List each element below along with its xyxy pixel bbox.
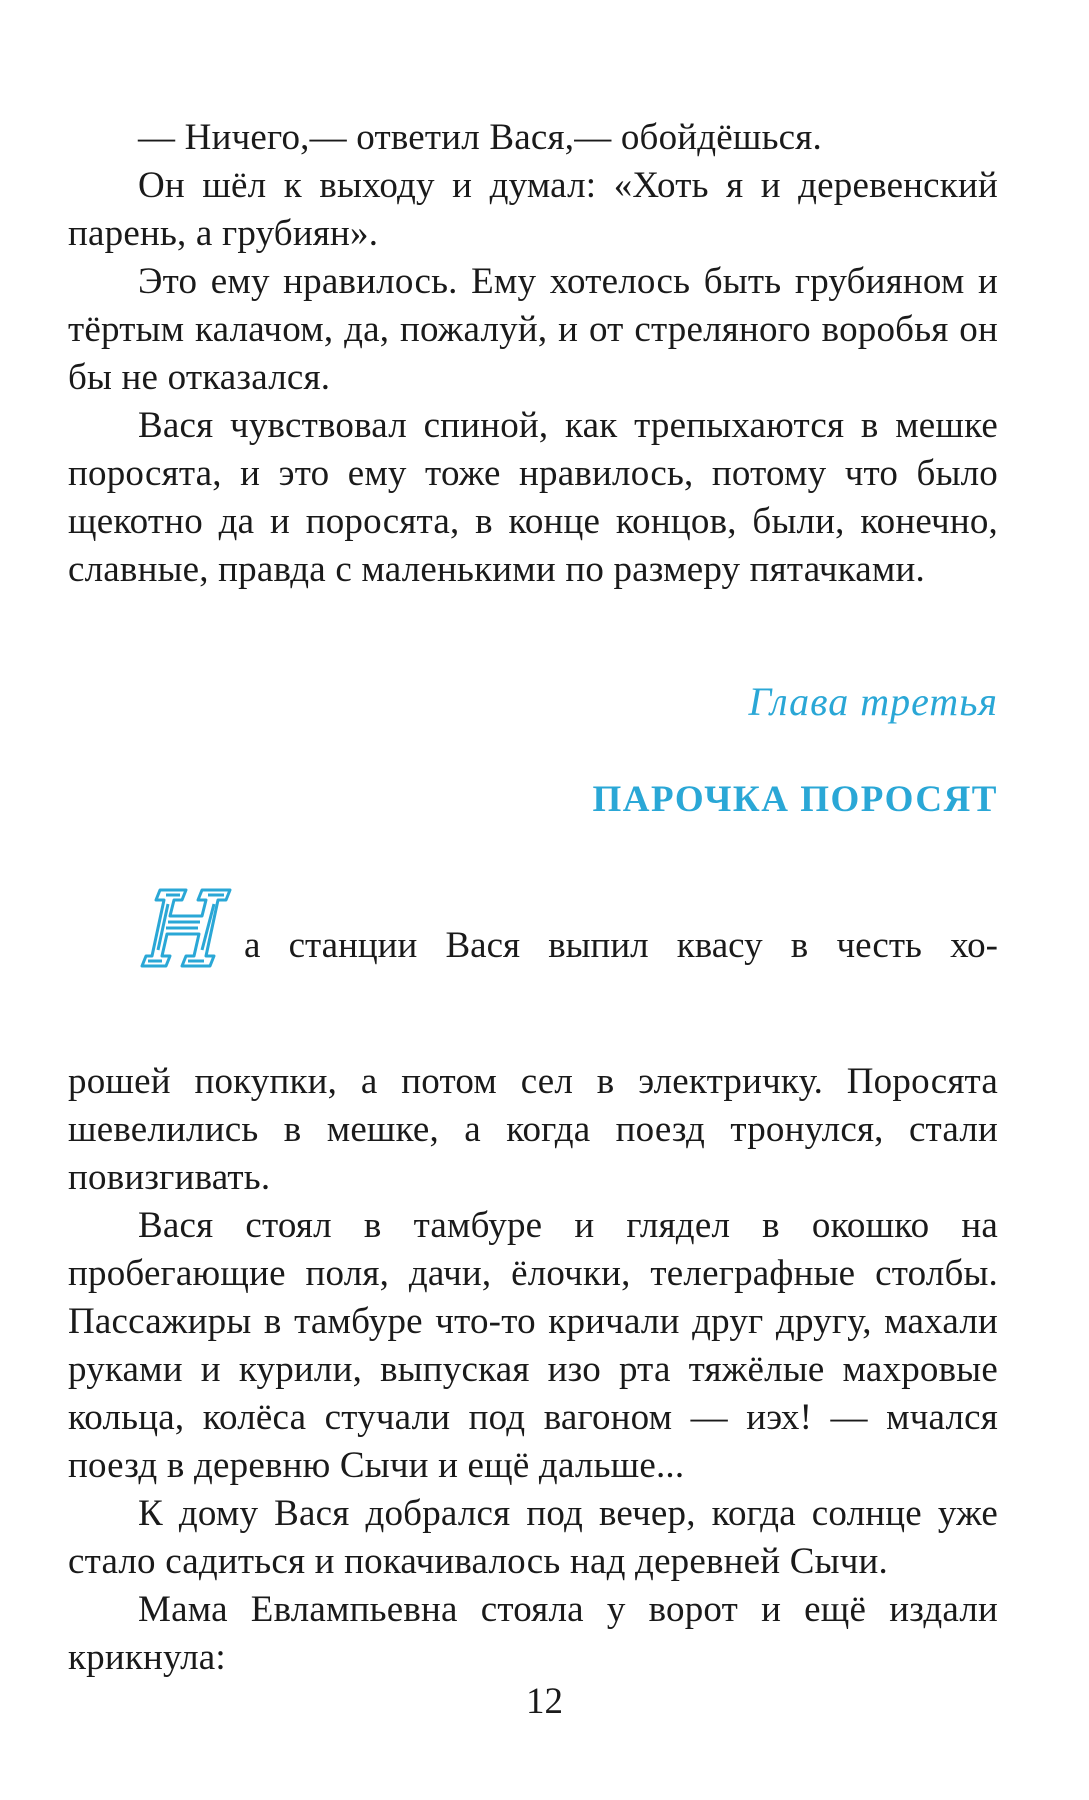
paragraph: Вася чувствовал спиной, как трепыхаются в мешке поросята, и это ему тоже нравилось, потому что было щекотно да и поросята, в конце концов, были, конечно, славные, правда с маленькими по размеру пятачками. — [68, 405, 998, 590]
paragraph: Он шёл к выходу и думал: «Хоть я и деревенский парень, а грубиян». — [68, 165, 998, 254]
page-number: 12 — [526, 1681, 563, 1722]
paragraph: К дому Вася добрался под вечер, когда солнце уже стало садиться и покачивалось над деревней Сычи. — [68, 1493, 998, 1582]
chapter-opening — [68, 878, 998, 1008]
paragraph: Это ему нравилось. Ему хотелось быть грубияном и тёртым калачом, да, пожалуй, и от стреляного воробья он бы не отказался. — [68, 261, 998, 398]
bottom-text-block — [68, 1058, 998, 1682]
dropcap-letter-icon — [138, 878, 238, 978]
chapter-label: Глава третья — [748, 679, 998, 724]
chapter-title: ПАРОЧКА ПОРОСЯТ — [592, 779, 998, 820]
paragraph: Мама Евлампьевна стояла у ворот и ещё издали крикнула: — [68, 1589, 998, 1678]
chapter-first-line: а станции Вася выпил квасу в честь хо- — [244, 925, 998, 966]
paragraph: — Ничего,— ответил Вася,— обойдёшься. — [138, 117, 822, 158]
paragraph: Вася стоял в тамбуре и глядел в окошко на пробегающие поля, дачи, ёлочки, телеграфные столбы. Пассажиры в тамбуре что-то кричали друг другу, махали руками и курили, выпуская изо рта тяжёлые махровые кольца, колёса стучали под вагоном — иэх! — мчался поезд в деревню Сычи и ещё дальше... — [68, 1205, 998, 1486]
top-text-block — [68, 114, 998, 594]
paragraph: рошей покупки, а потом сел в электричку. Поросята шевелились в мешке, а когда поезд тронулся, стали повизгивать. — [68, 1061, 998, 1198]
